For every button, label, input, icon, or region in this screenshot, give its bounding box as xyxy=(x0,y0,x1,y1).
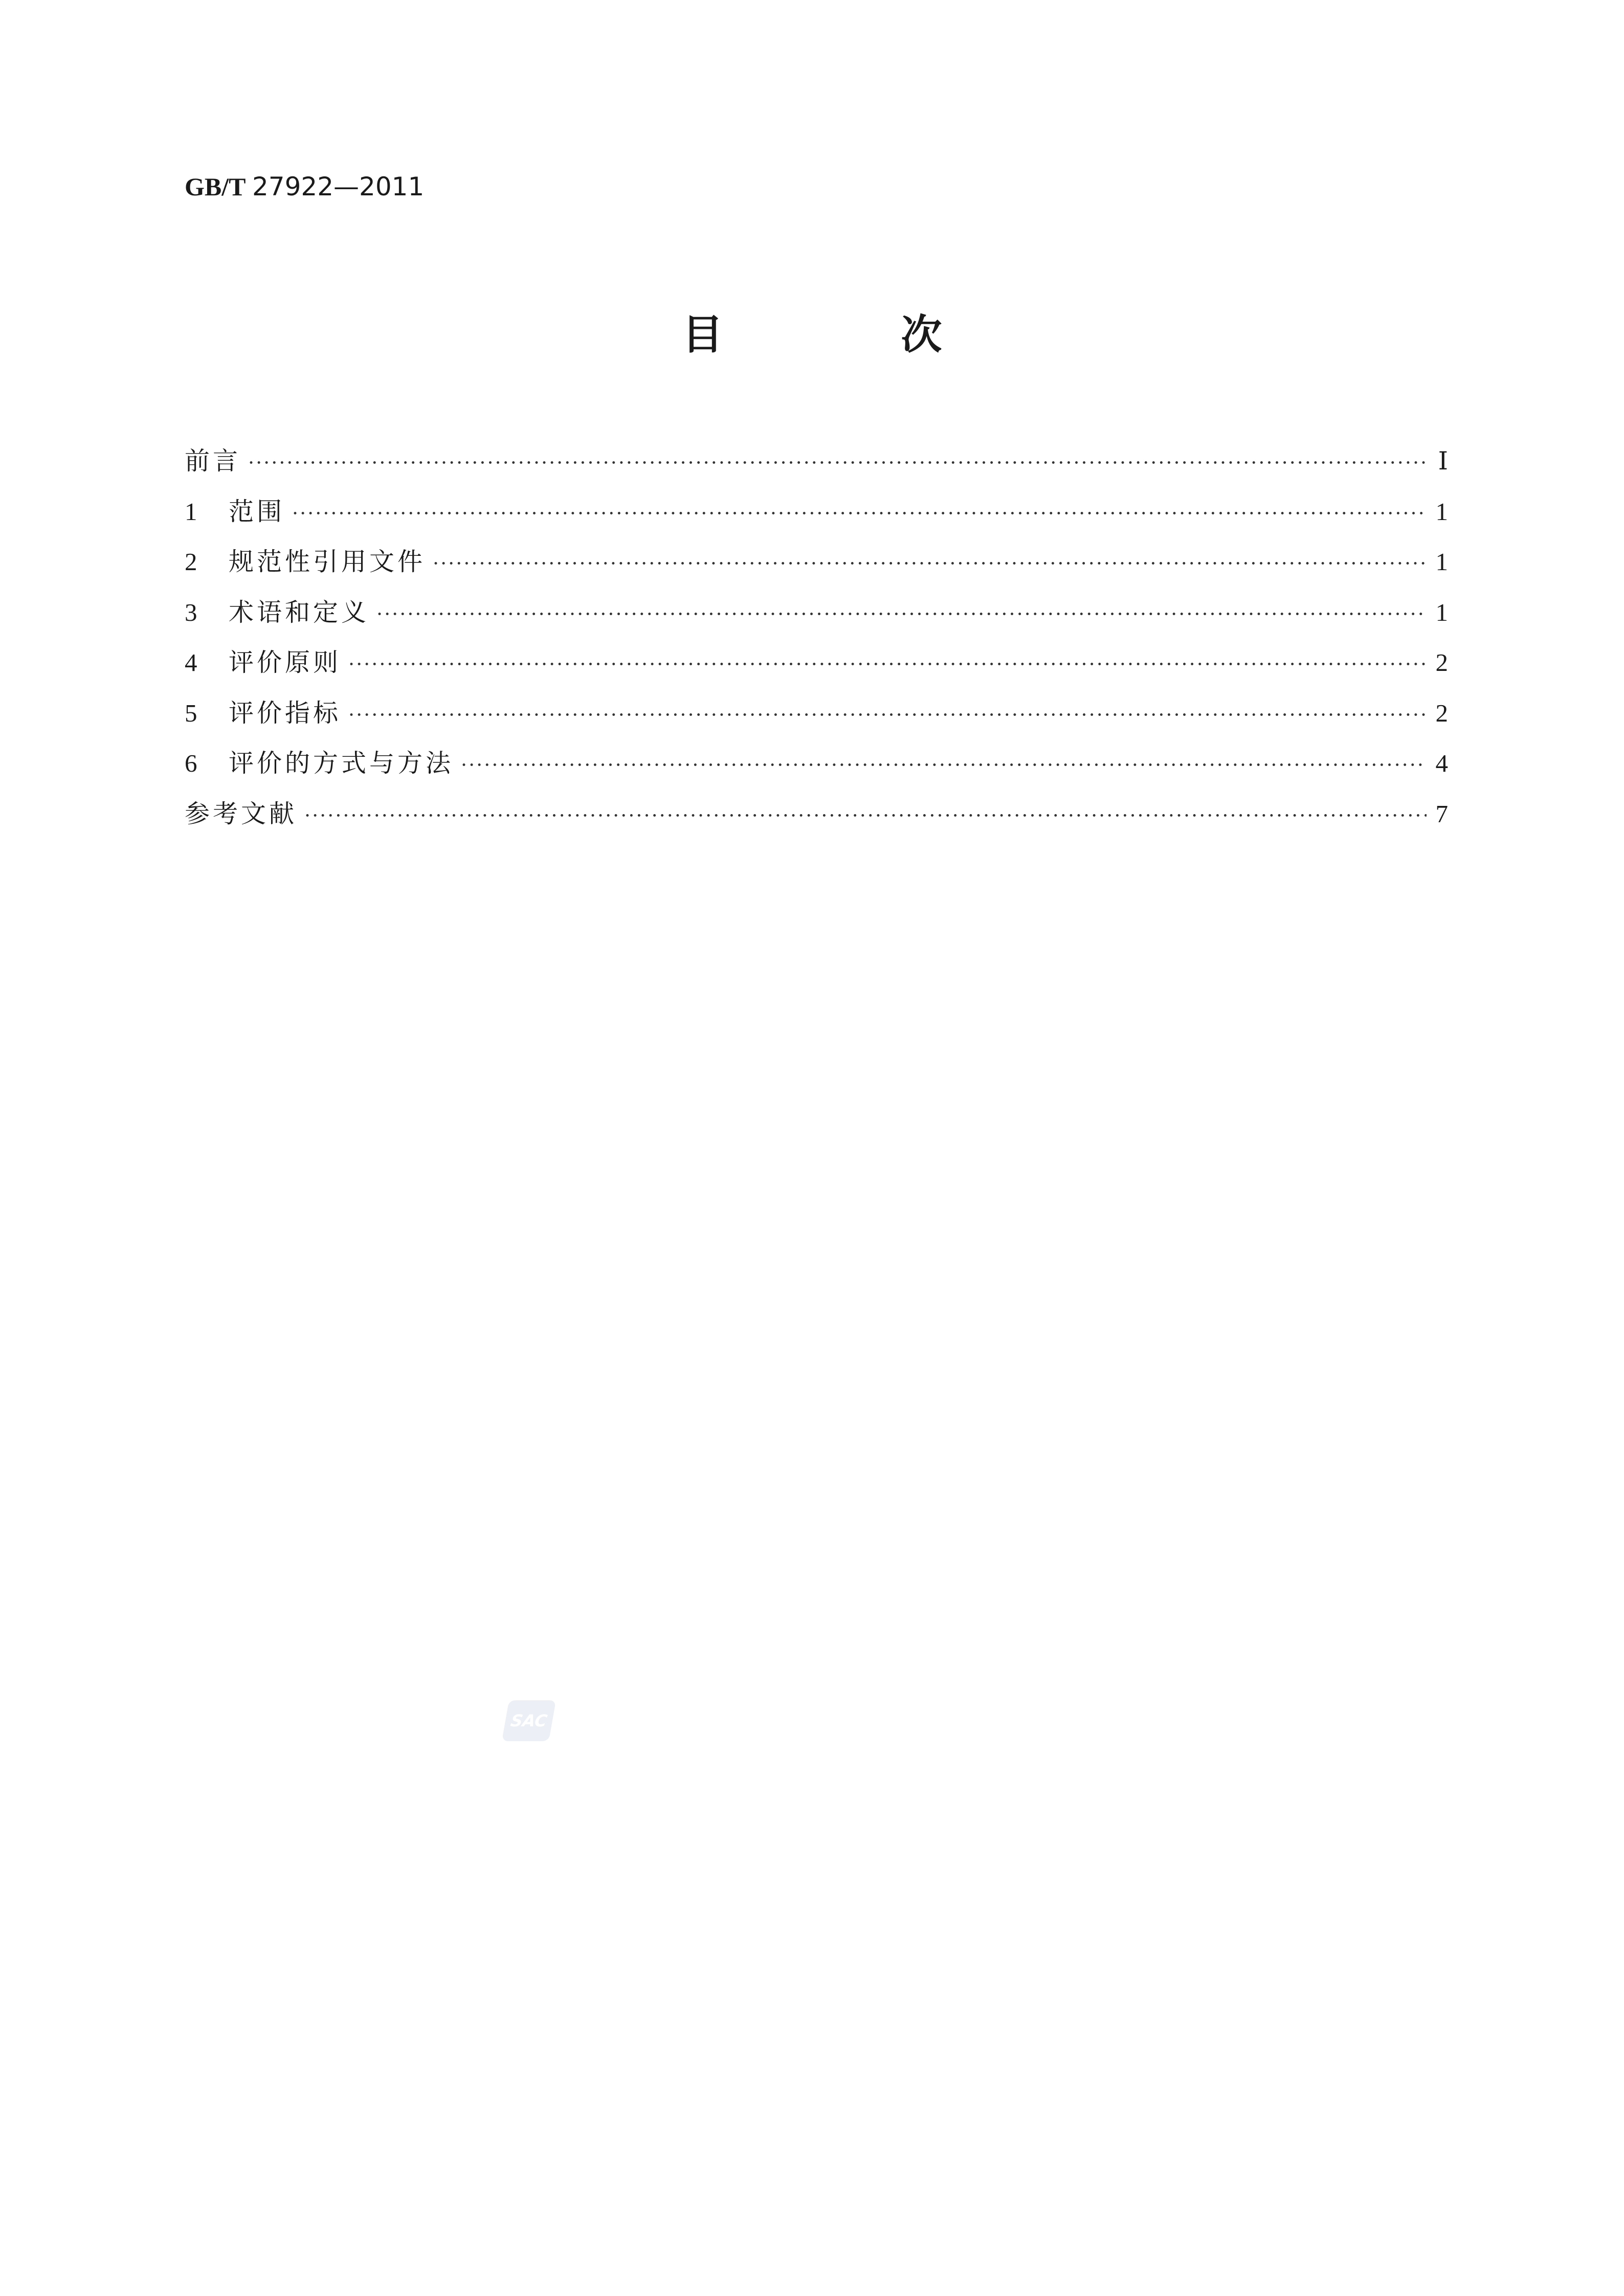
toc-entry-number: 5 xyxy=(185,699,197,727)
standard-prefix: GB/T xyxy=(185,172,246,201)
toc-entry-number: 4 xyxy=(185,648,197,677)
toc-entry-evaluation-principles[interactable] xyxy=(185,647,1448,698)
toc-entry-page: 1 xyxy=(1435,598,1448,626)
toc-leader-dots xyxy=(348,649,1427,680)
toc-entry-page: 1 xyxy=(1435,497,1448,526)
table-of-contents xyxy=(185,446,1448,849)
toc-title: 目 次 xyxy=(682,311,1024,358)
toc-entry-terms-definitions[interactable] xyxy=(185,597,1448,648)
toc-entry-label: 评价原则 xyxy=(229,648,342,677)
toc-entry-scope[interactable] xyxy=(185,497,1448,547)
watermark-text: SAC xyxy=(509,1711,549,1730)
toc-entry-label: 范围 xyxy=(229,497,285,526)
toc-entry-number: 6 xyxy=(185,749,197,777)
toc-entry-number: 2 xyxy=(185,548,197,576)
toc-entry-bibliography[interactable] xyxy=(185,799,1448,849)
toc-leader-dots xyxy=(304,800,1427,831)
toc-leader-dots xyxy=(348,700,1427,730)
toc-entry-label: 评价的方式与方法 xyxy=(229,749,454,778)
toc-entry-label: 参考文献 xyxy=(185,799,298,828)
toc-entry-page: 1 xyxy=(1435,548,1448,576)
toc-entry-foreword[interactable] xyxy=(185,446,1448,497)
toc-entry-page: 2 xyxy=(1435,699,1448,727)
toc-entry-number: 3 xyxy=(185,598,197,626)
toc-entry-page: 4 xyxy=(1435,749,1448,777)
toc-leader-dots xyxy=(292,498,1427,529)
toc-entry-label: 前言 xyxy=(185,446,241,476)
standard-code xyxy=(185,169,424,205)
toc-entry-label: 术语和定义 xyxy=(229,597,370,627)
toc-leader-dots xyxy=(248,447,1427,478)
toc-leader-dots xyxy=(433,548,1427,579)
sac-watermark-logo xyxy=(502,1700,556,1741)
toc-entry-evaluation-indicators[interactable] xyxy=(185,698,1448,749)
toc-entry-number: 1 xyxy=(185,497,197,526)
toc-entry-label: 评价指标 xyxy=(229,698,342,728)
toc-entry-evaluation-methods[interactable] xyxy=(185,748,1448,799)
toc-entry-page: 2 xyxy=(1435,648,1448,677)
toc-entry-page: Ⅰ xyxy=(1438,447,1448,475)
toc-entry-normative-references[interactable] xyxy=(185,547,1448,597)
standard-number: 27922—2011 xyxy=(252,172,425,201)
toc-leader-dots xyxy=(461,750,1427,780)
toc-leader-dots xyxy=(376,599,1427,629)
toc-entry-page: 7 xyxy=(1435,799,1448,828)
toc-entry-label: 规范性引用文件 xyxy=(229,547,426,576)
